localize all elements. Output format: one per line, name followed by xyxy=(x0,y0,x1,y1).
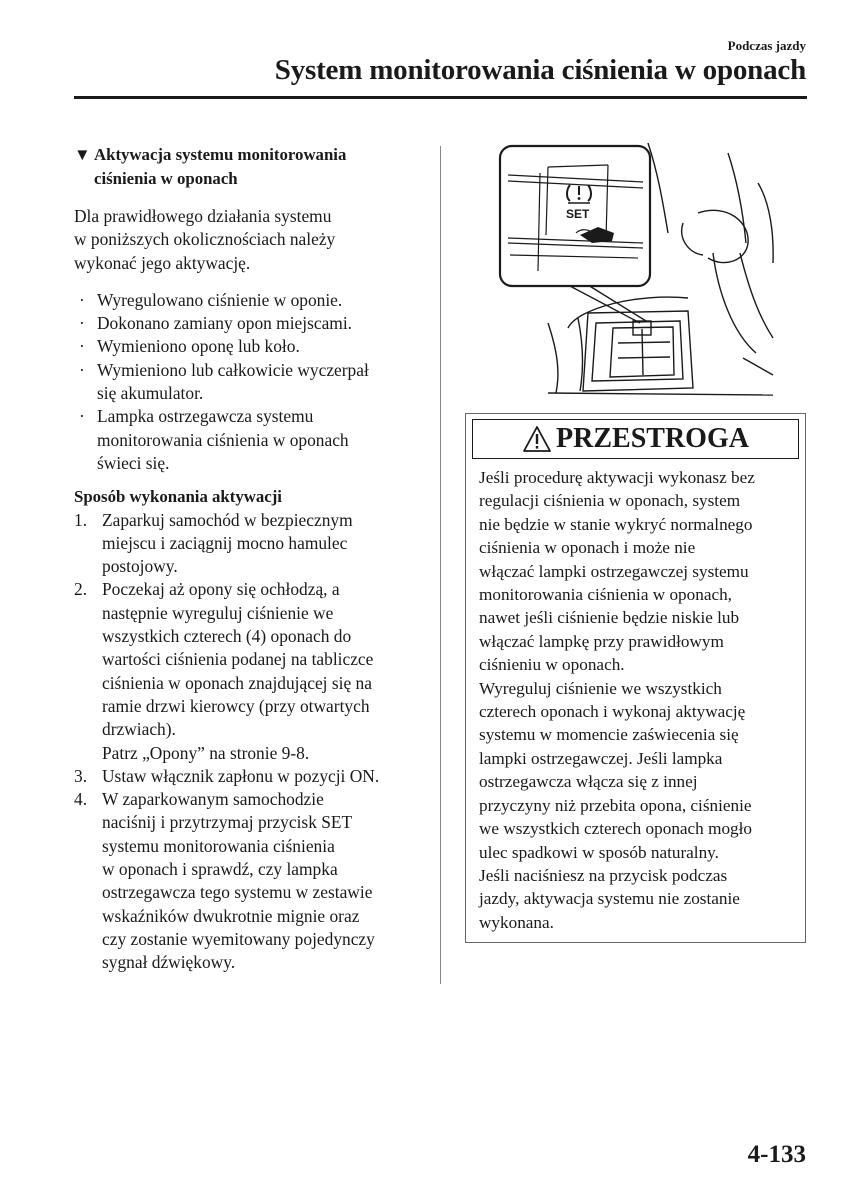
page-title: System monitorowania ciśnienia w oponach xyxy=(274,54,806,86)
step-item: 1. Zaparkuj samochód w bezpiecznym miejscu i zaciągnij mocno hamulec postojowy. xyxy=(74,509,353,577)
intro-line: wykonać jego aktywację. xyxy=(74,252,251,273)
activation-section xyxy=(74,143,424,975)
step-item: 3. Ustaw włącznik zapłonu w pozycji ON. xyxy=(74,765,380,786)
caution-text: Jeśli procedurę aktywacji wykonasz bez regulacji ciśnienia w oponach, system nie będzie w stanie wykryć normalnego ciśnienia w oponach i może nie włączać lampki ostrzegawczej systemu monitorowania ciśnienia w oponach, nawet jeśli ciśnienie będzie niskie lub włączać lampkę przy prawidłowym ciśnieniu w oponach. Wyreguluj ciśnienie we wszystkich czterech oponach i wykonaj aktywację systemu w momencie zaświecenia się lampki ostrzegawczej. Jeśli lampka ostrzegawcza włącza się z innej przyczyny niż przebita opona, ciśnienie we wszystkich czterech oponach mogło ulec spadkowi w sposób naturalny. Jeśli naciśniesz na przycisk podczas jazdy, aktywacja systemu nie zostanie wykonana. xyxy=(479,468,755,932)
set-button-label: SET xyxy=(566,207,590,221)
activation-steps-list-continued xyxy=(74,765,424,975)
caution-header xyxy=(472,419,799,459)
step-item: 4. W zaparkowanym samochodzie naciśnij i przytrzymaj przycisk SET systemu monitorowania ciśnienia w oponach i sprawdź, czy lampka ostrzegawcza tego systemu w zestawie wskaźników dwukrotnie mignie oraz czy zostanie wyemitowany pojedynczy sygnał dźwiękowy. xyxy=(74,789,375,973)
activation-heading xyxy=(74,143,424,191)
list-item: · Wyregulowano ciśnienie w oponie. xyxy=(79,289,343,310)
warning-triangle-icon xyxy=(522,425,552,453)
list-item: · Wymieniono oponę lub koło. xyxy=(79,336,300,357)
set-button-illustration xyxy=(488,143,788,403)
list-item: · Dokonano zamiany opon miejscami. xyxy=(79,313,353,334)
intro-line: w poniższych okolicznościach należy xyxy=(74,229,336,250)
page-number: 4-133 xyxy=(747,1141,806,1168)
method-heading: Sposób wykonania aktywacji xyxy=(74,487,282,507)
column-divider xyxy=(440,146,441,984)
list-item: · Lampka ostrzegawcza systemu monitorowania ciśnienia w oponach świeci się. xyxy=(79,406,349,473)
activation-steps-list xyxy=(74,509,424,742)
caution-title: PRZESTROGA xyxy=(556,423,749,454)
step-item: 2. Poczekaj aż opony się ochłodzą, a następnie wyreguluj ciśnienie we wszystkich czterech (4) oponach do wartości ciśnienia podanej na tabliczce ciśnienia w oponach znajdującej się na ramie drzwi kierowcy (przy otwartych drzwiach). xyxy=(74,579,374,740)
list-item: · Wymieniono lub całkowicie wyczerpał się akumulator. xyxy=(79,359,369,404)
activation-intro xyxy=(74,205,424,275)
triangle-bullet-icon: ▼ xyxy=(74,145,91,164)
activation-conditions-list xyxy=(74,289,424,475)
intro-line: Dla prawidłowego działania systemu xyxy=(74,206,332,226)
header-rule xyxy=(74,96,807,99)
dashboard-illustration xyxy=(488,143,788,403)
activation-heading-line2: ciśnienia w oponach xyxy=(94,169,238,188)
activation-heading-line1: Aktywacja systemu monitorowania xyxy=(94,145,347,164)
page-reference: Patrz „Opony” na stronie 9-8. xyxy=(102,742,310,763)
caution-box xyxy=(465,413,806,943)
section-label: Podczas jazdy xyxy=(727,38,806,53)
